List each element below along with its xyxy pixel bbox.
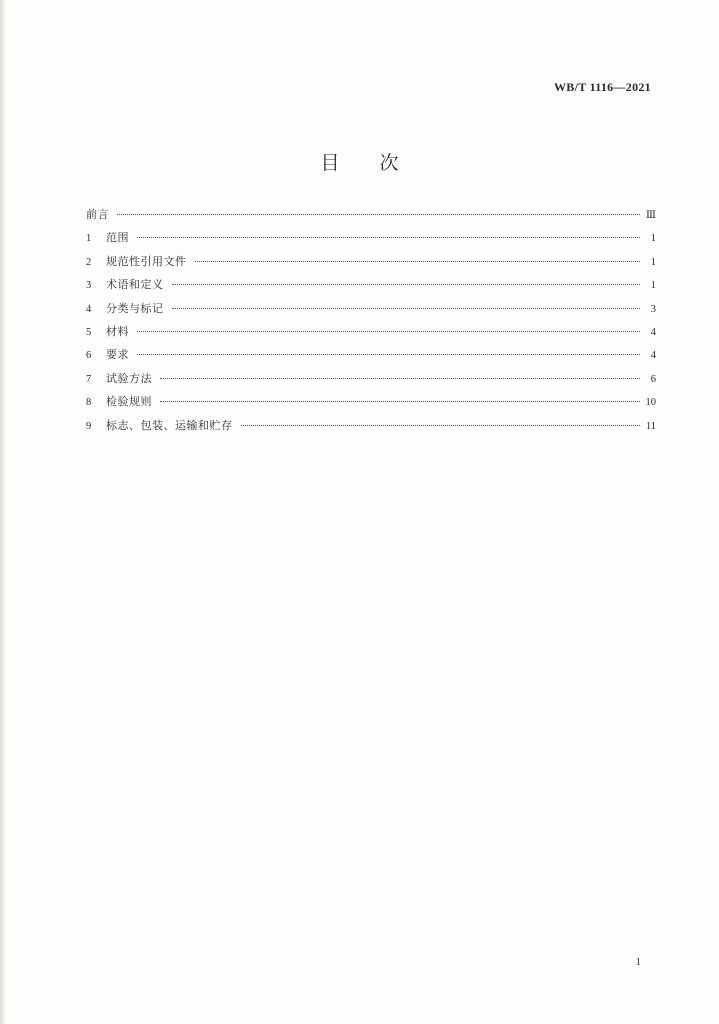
toc-entry-label: 范围: [106, 231, 129, 245]
toc-dot-leader: [172, 308, 641, 309]
toc-entry-number: 8: [86, 397, 92, 409]
toc-entry-label: 检验规则: [106, 395, 152, 409]
toc-dot-leader: [160, 401, 640, 402]
toc-entry-page: 1: [650, 280, 656, 292]
toc-entry-label: 标志、包装、运输和贮存: [106, 418, 233, 432]
toc-entry-number: 6: [86, 350, 92, 362]
toc-entry[interactable]: [86, 370, 656, 393]
toc-dot-leader: [137, 237, 640, 238]
toc-entry-number: 9: [86, 420, 92, 432]
toc-dot-leader: [241, 425, 640, 426]
toc-entry-label: 术语和定义: [106, 278, 164, 292]
toc-entry-page: 11: [645, 420, 656, 432]
toc-title: 目次: [320, 152, 439, 174]
toc-entry-page: 6: [650, 373, 656, 385]
toc-dot-leader: [195, 261, 641, 262]
toc-dot-leader: [160, 378, 640, 379]
toc-entry-page: 10: [645, 397, 656, 409]
toc-entry-label: 试验方法: [106, 371, 152, 385]
toc-entry[interactable]: [86, 253, 656, 276]
toc-entry[interactable]: [86, 323, 656, 346]
toc-entry[interactable]: [86, 276, 656, 299]
toc-entry-label: 前言: [86, 208, 109, 221]
toc-entry[interactable]: [86, 229, 656, 252]
toc-entry-page: Ⅲ: [645, 210, 656, 221]
toc-dot-leader: [172, 284, 641, 285]
toc-entry-page: 3: [650, 303, 656, 315]
toc-list: [86, 206, 656, 440]
toc-entry[interactable]: [86, 300, 656, 323]
toc-dot-leader: [137, 354, 640, 355]
toc-entry-number: 2: [86, 256, 92, 268]
toc-entry-page: 1: [650, 256, 656, 268]
toc-dot-leader: [117, 214, 640, 215]
toc-entry-number: 1: [86, 233, 92, 245]
toc-entry-number: 3: [86, 280, 92, 292]
toc-entry-page: 4: [650, 350, 656, 362]
page-number: 1: [635, 956, 641, 968]
toc-entry[interactable]: [86, 206, 656, 229]
toc-entry-label: 规范性引用文件: [106, 254, 187, 268]
toc-entry-page: 1: [650, 233, 656, 245]
toc-entry-number: 5: [86, 326, 92, 338]
toc-entry-number: 7: [86, 373, 92, 385]
toc-entry-number: 4: [86, 303, 92, 315]
toc-entry[interactable]: [86, 417, 656, 440]
toc-entry[interactable]: [86, 393, 656, 416]
toc-entry-page: 4: [650, 326, 656, 338]
toc-entry[interactable]: [86, 346, 656, 369]
toc-entry-label: 材料: [106, 324, 129, 338]
standard-code: WB/T 1116—2021: [553, 80, 651, 94]
toc-entry-label: 分类与标记: [106, 301, 164, 315]
toc-entry-label: 要求: [106, 348, 129, 362]
toc-dot-leader: [137, 331, 640, 332]
